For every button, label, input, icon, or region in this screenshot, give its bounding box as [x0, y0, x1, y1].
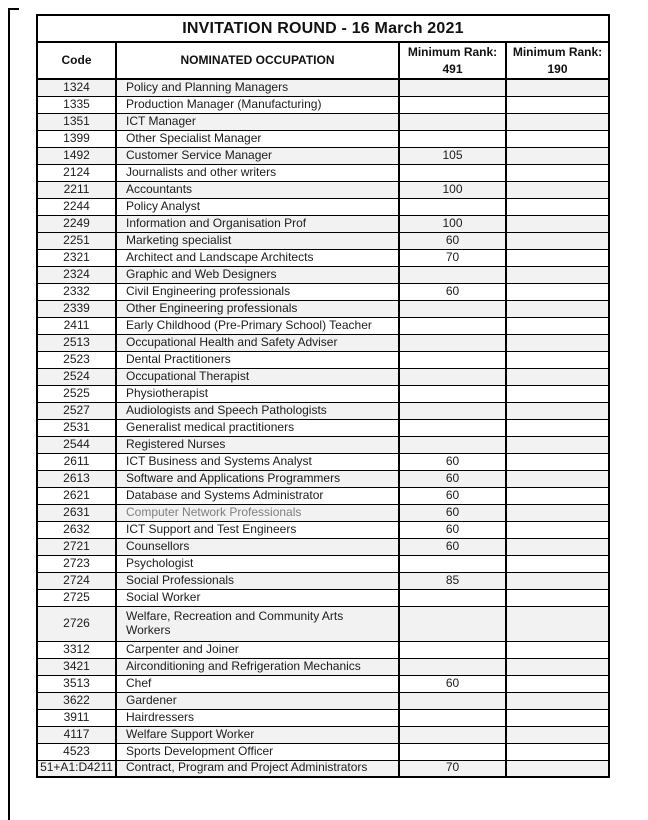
occupation-label: Airconditioning and Refrigeration Mechanics — [126, 658, 361, 673]
rank-190-cell — [506, 113, 609, 130]
occupation-label: Psychologist — [126, 555, 194, 570]
occupation-cell — [116, 555, 399, 572]
occupation-label: Policy Analyst — [126, 198, 201, 213]
rank-491-cell — [399, 606, 506, 641]
rank-491-cell — [399, 709, 506, 726]
rank-491-cell — [399, 641, 506, 658]
code-cell: 2523 — [37, 351, 116, 368]
occupation-cell — [116, 470, 399, 487]
rank-491-cell — [399, 266, 506, 283]
rank-491-cell: 60 — [399, 538, 506, 555]
code-cell: 2632 — [37, 521, 116, 538]
occupation-label: Dental Practitioners — [126, 351, 231, 366]
occupation-label: Contract, Program and Project Administrators — [126, 760, 368, 775]
occupation-label: Marketing specialist — [126, 232, 232, 247]
rank-491-cell: 60 — [399, 504, 506, 521]
occupation-label: Civil Engineering professionals — [126, 283, 291, 298]
rank-491-cell — [399, 385, 506, 402]
rank-491-cell — [399, 334, 506, 351]
table-row — [37, 283, 609, 300]
rank-190-cell — [506, 164, 609, 181]
code-cell: 2244 — [37, 198, 116, 215]
rank-190-cell — [506, 760, 609, 777]
occupation-cell — [116, 743, 399, 760]
rank-190-cell — [506, 334, 609, 351]
rank-190-cell — [506, 181, 609, 198]
rank-491-cell: 100 — [399, 215, 506, 232]
table-row — [37, 368, 609, 385]
rank-190-cell — [506, 385, 609, 402]
rank-491-cell — [399, 113, 506, 130]
occupation-label: Generalist medical practitioners — [126, 419, 295, 434]
code-cell: 2527 — [37, 402, 116, 419]
occupation-label: ICT Manager — [126, 113, 196, 128]
code-cell: 2249 — [37, 215, 116, 232]
occupation-label: Architect and Landscape Architects — [126, 249, 314, 264]
table-row — [37, 760, 609, 777]
table-row — [37, 113, 609, 130]
occupation-label: Sports Development Officer — [126, 743, 274, 758]
code-cell: 3622 — [37, 692, 116, 709]
occupation-label: Other Specialist Manager — [126, 130, 262, 145]
code-cell: 2524 — [37, 368, 116, 385]
occupation-label: Chef — [126, 675, 152, 690]
table-row — [37, 487, 609, 504]
rank-491-cell — [399, 164, 506, 181]
occupation-cell — [116, 675, 399, 692]
rank-190-cell — [506, 743, 609, 760]
table-row — [37, 402, 609, 419]
rank-491-cell — [399, 726, 506, 743]
occupation-cell — [116, 113, 399, 130]
table-row — [37, 589, 609, 606]
table-row — [37, 317, 609, 334]
rank-190-cell — [506, 368, 609, 385]
rank-491-cell — [399, 96, 506, 113]
page-border-horizontal-line — [8, 8, 19, 10]
occupation-cell — [116, 351, 399, 368]
code-cell: 2411 — [37, 317, 116, 334]
rank-491-cell — [399, 198, 506, 215]
rank-491-cell: 70 — [399, 249, 506, 266]
code-cell: 2631 — [37, 504, 116, 521]
table-row — [37, 198, 609, 215]
rank-190-cell — [506, 453, 609, 470]
occupation-label: Registered Nurses — [126, 436, 226, 451]
occupation-label: Gardener — [126, 692, 177, 707]
rank-491-cell — [399, 402, 506, 419]
rank-491-cell: 70 — [399, 760, 506, 777]
occupation-cell — [116, 283, 399, 300]
rank-190-cell — [506, 351, 609, 368]
rank-190-cell — [506, 402, 609, 419]
occupation-cell — [116, 453, 399, 470]
rank-491-cell: 60 — [399, 453, 506, 470]
occupation-label: Early Childhood (Pre-Primary School) Teacher — [126, 317, 372, 332]
rank-190-cell — [506, 215, 609, 232]
occupation-cell — [116, 317, 399, 334]
occupation-label: Customer Service Manager — [126, 147, 273, 162]
occupation-cell — [116, 402, 399, 419]
rank-491-cell — [399, 79, 506, 96]
rank-491-cell: 100 — [399, 181, 506, 198]
rank-190-cell — [506, 419, 609, 436]
occupation-cell — [116, 658, 399, 675]
table-row — [37, 521, 609, 538]
rank-190-cell — [506, 266, 609, 283]
code-cell: 1399 — [37, 130, 116, 147]
rank-190-header-line1: Minimum Rank: — [512, 45, 603, 60]
occupation-cell — [116, 760, 399, 777]
code-cell: 2724 — [37, 572, 116, 589]
table-row — [37, 385, 609, 402]
rank-491-cell — [399, 368, 506, 385]
occupation-cell — [116, 130, 399, 147]
table-title: INVITATION ROUND - 16 March 2021 — [37, 15, 609, 42]
table-row — [37, 249, 609, 266]
occupation-label: Computer Network Professionals — [126, 504, 302, 519]
code-cell: 2211 — [37, 181, 116, 198]
table-row — [37, 606, 609, 641]
occupation-label: Welfare, Recreation and Community Arts Workers — [126, 608, 344, 637]
occupation-label: Audiologists and Speech Pathologists — [126, 402, 327, 417]
occupation-cell — [116, 215, 399, 232]
table-body — [37, 79, 609, 777]
rank-190-cell — [506, 283, 609, 300]
table-row — [37, 164, 609, 181]
occupation-label: Social Worker — [126, 589, 201, 604]
table-row — [37, 470, 609, 487]
table-row — [37, 130, 609, 147]
occupation-cell — [116, 709, 399, 726]
occupation-label: Policy and Planning Managers — [126, 79, 289, 94]
occupation-label: ICT Business and Systems Analyst — [126, 453, 312, 468]
rank-190-cell — [506, 521, 609, 538]
rank-190-cell — [506, 317, 609, 334]
rank-491-cell — [399, 692, 506, 709]
rank-491-cell — [399, 589, 506, 606]
header-row — [37, 42, 609, 79]
rank-190-cell — [506, 538, 609, 555]
code-cell: 3421 — [37, 658, 116, 675]
occupation-label: Other Engineering professionals — [126, 300, 298, 315]
table-row — [37, 215, 609, 232]
code-cell: 4117 — [37, 726, 116, 743]
code-cell: 2723 — [37, 555, 116, 572]
occupation-label: Physiotherapist — [126, 385, 209, 400]
table-row — [37, 419, 609, 436]
column-header-rank-190 — [506, 42, 609, 79]
occupation-cell — [116, 726, 399, 743]
rank-491-cell — [399, 658, 506, 675]
rank-190-cell — [506, 589, 609, 606]
table-row — [37, 675, 609, 692]
rank-190-cell — [506, 709, 609, 726]
code-cell: 3513 — [37, 675, 116, 692]
code-cell: 2621 — [37, 487, 116, 504]
page-border-vertical-line — [8, 8, 10, 820]
rank-190-header-line2: 190 — [547, 61, 568, 76]
code-cell: 3911 — [37, 709, 116, 726]
rank-190-cell — [506, 198, 609, 215]
occupation-cell — [116, 147, 399, 164]
rank-491-cell: 85 — [399, 572, 506, 589]
occupation-cell — [116, 504, 399, 521]
table-row — [37, 351, 609, 368]
rank-190-cell — [506, 436, 609, 453]
rank-190-cell — [506, 130, 609, 147]
table-row — [37, 300, 609, 317]
code-cell: 1351 — [37, 113, 116, 130]
occupation-label: Production Manager (Manufacturing) — [126, 96, 322, 111]
column-header-occupation: NOMINATED OCCUPATION — [116, 42, 399, 79]
occupation-label: Hairdressers — [126, 709, 195, 724]
rank-491-cell — [399, 743, 506, 760]
table-row — [37, 181, 609, 198]
column-header-code: Code — [37, 42, 116, 79]
occupation-cell — [116, 249, 399, 266]
code-cell: 2513 — [37, 334, 116, 351]
title-row — [37, 15, 609, 42]
occupation-cell — [116, 692, 399, 709]
code-cell: 2726 — [37, 606, 116, 641]
rank-491-cell — [399, 419, 506, 436]
occupation-label: Occupational Health and Safety Adviser — [126, 334, 338, 349]
occupation-label: ICT Support and Test Engineers — [126, 521, 297, 536]
rank-190-cell — [506, 726, 609, 743]
occupation-label: Information and Organisation Prof — [126, 215, 307, 230]
rank-491-cell — [399, 130, 506, 147]
occupation-cell — [116, 368, 399, 385]
occupation-cell — [116, 606, 399, 641]
code-cell: 2544 — [37, 436, 116, 453]
occupation-cell — [116, 79, 399, 96]
code-cell: 2332 — [37, 283, 116, 300]
rank-491-header-line1: Minimum Rank: — [407, 45, 498, 60]
table-row — [37, 658, 609, 675]
code-cell: 3312 — [37, 641, 116, 658]
occupation-cell — [116, 589, 399, 606]
rank-491-cell — [399, 351, 506, 368]
occupation-label: Occupational Therapist — [126, 368, 250, 383]
occupation-label: Carpenter and Joiner — [126, 641, 239, 656]
rank-190-cell — [506, 675, 609, 692]
rank-190-cell — [506, 300, 609, 317]
code-cell: 1335 — [37, 96, 116, 113]
rank-491-cell — [399, 300, 506, 317]
occupation-cell — [116, 436, 399, 453]
occupation-cell — [116, 96, 399, 113]
table-row — [37, 266, 609, 283]
rank-190-cell — [506, 232, 609, 249]
occupation-cell — [116, 572, 399, 589]
rank-491-cell: 60 — [399, 675, 506, 692]
occupation-label: Software and Applications Programmers — [126, 470, 341, 485]
table-row — [37, 79, 609, 96]
occupation-cell — [116, 641, 399, 658]
code-cell: 2611 — [37, 453, 116, 470]
code-cell: 2613 — [37, 470, 116, 487]
table-row — [37, 504, 609, 521]
rank-190-cell — [506, 249, 609, 266]
rank-190-cell — [506, 79, 609, 96]
occupation-cell — [116, 521, 399, 538]
column-header-rank-491 — [399, 42, 506, 79]
invitation-round-table — [36, 14, 610, 778]
rank-491-header-line2: 491 — [442, 61, 463, 76]
table-row — [37, 709, 609, 726]
rank-190-cell — [506, 572, 609, 589]
table-row — [37, 538, 609, 555]
code-cell: 2339 — [37, 300, 116, 317]
code-cell: 4523 — [37, 743, 116, 760]
rank-491-cell — [399, 436, 506, 453]
rank-491-cell: 60 — [399, 487, 506, 504]
table-row — [37, 436, 609, 453]
rank-190-cell — [506, 555, 609, 572]
rank-491-cell — [399, 317, 506, 334]
code-cell: 2321 — [37, 249, 116, 266]
occupation-cell — [116, 300, 399, 317]
code-cell: 51+A1:D4211 — [37, 760, 116, 777]
table-row — [37, 453, 609, 470]
rank-491-cell: 60 — [399, 232, 506, 249]
table-row — [37, 572, 609, 589]
occupation-cell — [116, 266, 399, 283]
code-cell: 2725 — [37, 589, 116, 606]
occupation-cell — [116, 419, 399, 436]
rank-491-cell: 60 — [399, 521, 506, 538]
rank-190-cell — [506, 504, 609, 521]
rank-190-cell — [506, 658, 609, 675]
code-cell: 1324 — [37, 79, 116, 96]
occupation-label: Database and Systems Administrator — [126, 487, 324, 502]
table-row — [37, 641, 609, 658]
occupation-cell — [116, 164, 399, 181]
table-row — [37, 743, 609, 760]
code-cell: 2124 — [37, 164, 116, 181]
code-cell: 2531 — [37, 419, 116, 436]
table-row — [37, 555, 609, 572]
occupation-label: Accountants — [126, 181, 193, 196]
occupation-label: Social Professionals — [126, 572, 235, 587]
rank-190-cell — [506, 641, 609, 658]
table-row — [37, 232, 609, 249]
occupation-label: Journalists and other writers — [126, 164, 277, 179]
table-row — [37, 334, 609, 351]
rank-190-cell — [506, 147, 609, 164]
table-row — [37, 726, 609, 743]
code-cell: 2525 — [37, 385, 116, 402]
occupation-cell — [116, 334, 399, 351]
rank-491-cell: 60 — [399, 470, 506, 487]
rank-190-cell — [506, 470, 609, 487]
rank-190-cell — [506, 692, 609, 709]
occupation-cell — [116, 385, 399, 402]
table-row — [37, 147, 609, 164]
occupation-cell — [116, 232, 399, 249]
table-row — [37, 692, 609, 709]
occupation-cell — [116, 487, 399, 504]
rank-190-cell — [506, 606, 609, 641]
code-cell: 2324 — [37, 266, 116, 283]
occupation-cell — [116, 538, 399, 555]
rank-491-cell: 105 — [399, 147, 506, 164]
occupation-label: Welfare Support Worker — [126, 726, 255, 741]
rank-491-cell — [399, 555, 506, 572]
occupation-cell — [116, 181, 399, 198]
rank-491-cell: 60 — [399, 283, 506, 300]
code-cell: 2251 — [37, 232, 116, 249]
occupation-label: Counsellors — [126, 538, 190, 553]
code-cell: 1492 — [37, 147, 116, 164]
code-cell: 2721 — [37, 538, 116, 555]
occupation-label: Graphic and Web Designers — [126, 266, 277, 281]
rank-190-cell — [506, 487, 609, 504]
rank-190-cell — [506, 96, 609, 113]
occupation-cell — [116, 198, 399, 215]
table-row — [37, 96, 609, 113]
